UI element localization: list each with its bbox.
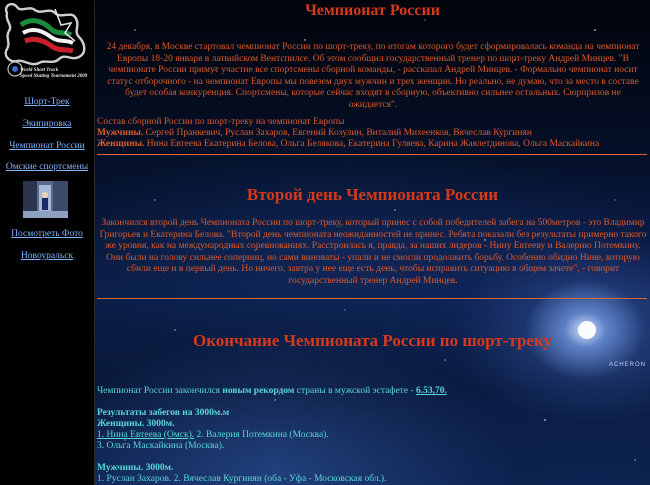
nav-equipment[interactable]: Экипировка xyxy=(22,119,72,129)
photo-thumbnail[interactable] xyxy=(23,181,68,218)
watermark: ACHERON xyxy=(609,362,647,368)
women-label: Женщины. xyxy=(97,139,145,149)
men-3000-heading: Мужчины. 3000м. xyxy=(97,463,174,473)
winner-link[interactable]: 1. Нина Евтеева (Омск). xyxy=(97,430,195,440)
record-label: новым рекордом xyxy=(222,386,295,396)
finish-text: Чемпионат России закончился xyxy=(97,386,223,396)
women-roster xyxy=(97,139,599,151)
logo-subtitle: Speed Skating Tournament 2009 xyxy=(20,74,88,79)
women-names: Нина Евтеева Екатерина Белова, Ольга Белякова, Екатерина Гуляева, Карина Жаялетдинова, Ольга Маскайкина xyxy=(144,139,600,149)
logo-caption xyxy=(20,68,92,80)
men-roster xyxy=(97,128,532,140)
intro-paragraph: 24 декабря, в Москве стартовал чемпионат России по шорт-треку, по итогам которого будет сформировалась команда на чемпионат Европы 18-20 января в латвийском Вентспилсе. Об этом сообщил государственный тренер по шорт-треку Андрей Минцев. "В чемпионате России примут участие все спортсмены сборной команды, - рассказал Андрей Минцев. - Формально чемпионат носит статус отборочного - на чемпионат Европы мы повезем двух мужчин и трех женщин. Но реально, не думаю, что за место в составе будет особая конкуренция. Спортсмены, которые сейчас входят в сборную, объективно сильнее остальных. Сюрпризов не ожидается". xyxy=(106,42,640,110)
women-3000-third: 3. Ольга Маскайкина (Москва). xyxy=(97,441,225,451)
page-title: Чемпионат России xyxy=(305,2,440,19)
record-time-link[interactable]: 6.53,70. xyxy=(415,386,447,396)
women-results-rest: 2. Валерия Потемкина (Москва). xyxy=(194,430,329,440)
day-two-paragraph: Закончился второй день Чемпионата России по шорт-треку, который принес с собой победителей забега на 500метров - это Владимир Григорьев и Екатерина Белова. "Второй день чемпионата неожиданностей не принес. Ребята показали без результаты примерно такого же уровня, как на международных соревнованиях. Расстроилась я, правда, за наших лидеров - Нину Евтееву и Валерию Потемкину. Они были на голову сильнее соперниц, но сами виноваты - упали и не смогли продолжить борьбу. Особенно обидно Нине, которую сбили еще и в первый день. Но ничего, завтра у нее еще есть день, чтобы исправить ситуацию в общем зачете", - говорит государственный тренер Андрей Минцев. xyxy=(99,218,647,286)
nav-russia-championship[interactable]: Чемпионат России xyxy=(9,141,85,151)
finish-text-2: страны в мужской эстафете - xyxy=(294,386,416,396)
results-heading: Результаты забегов на 3000м.м xyxy=(97,408,230,418)
sidebar xyxy=(0,0,95,485)
women-3000-heading: Женщины. 3000м. xyxy=(97,419,175,429)
team-heading: Состав сборной России по шорт-треку на чемпионат Европы xyxy=(97,117,345,127)
men-names: Сергей Пранкевич, Руслан Захаров, Евгений Козулин, Виталий Михеенков, Вячеслав Кургинян xyxy=(143,128,532,138)
men-3000-results: 1. Руслан Захаров. 2. Вячеслав Кургинян (оба - Уфа - Московская обл.). xyxy=(97,474,387,484)
nav-view-photos[interactable]: Посмотреть Фото xyxy=(11,229,83,239)
finish-line xyxy=(97,386,447,398)
section-divider xyxy=(97,298,647,299)
women-3000-results xyxy=(97,430,329,442)
section-title-finale: Окончание Чемпионата России по шорт-треку xyxy=(192,331,553,350)
nav-omsk-athletes[interactable]: Омские спортсмены xyxy=(5,162,89,172)
section-title-day-two: Второй день Чемпионата России xyxy=(246,185,499,204)
nav-short-track[interactable]: Шорт-Трек xyxy=(24,97,70,107)
men-label: Мужчины. xyxy=(97,128,144,138)
nav-novouralsk[interactable]: Новоуральск xyxy=(20,251,74,261)
section-divider xyxy=(97,154,647,155)
logo-title: World Short Track xyxy=(20,68,59,73)
main-content xyxy=(95,0,650,485)
